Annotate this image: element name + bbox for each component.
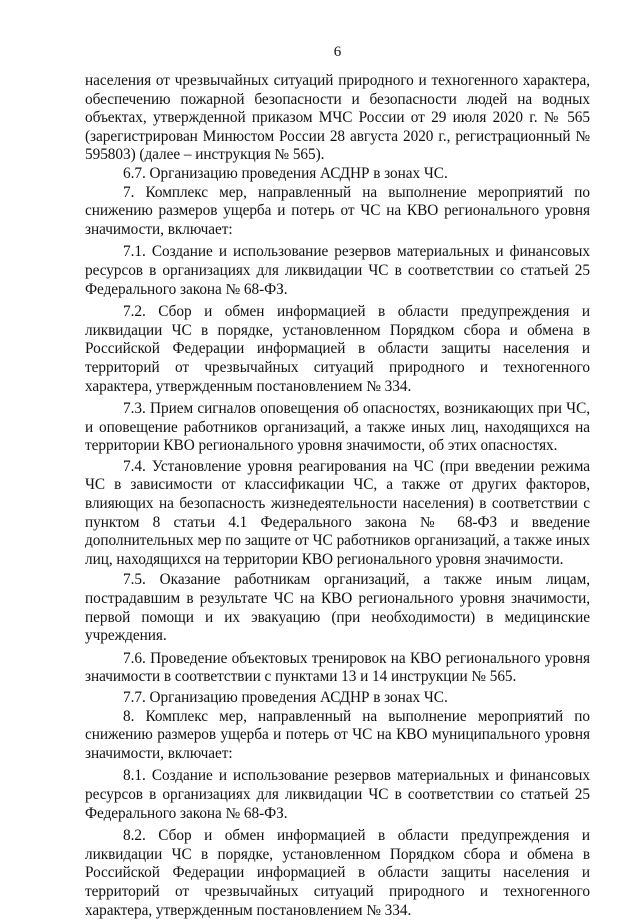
page-number: 6 <box>333 44 342 60</box>
paragraph-8: 8. Комплекс мер, направленный на выполнение мероприятий по снижению размеров ущерба и потерь от ЧС на КВО муниципального уровня значимости, включает: <box>85 707 590 762</box>
paragraph-continuation: населения от чрезвычайных ситуаций природного и техногенного характера, обеспечению пожарной безопасности и безопасности людей на водных объектах, утвержденной приказом МЧС России от 29 июля 2020 г. № 565 (зарегистрирован Минюстом России 28 августа 2020 г., регистрационный № 595803) (далее – инструкция № 565). <box>85 72 590 164</box>
paragraph-7-2: 7.2. Сбор и обмен информацией в области предупреждения и ликвидации ЧС в порядке, установленном Порядком сбора и обмена в Российской Федерации информацией в области защиты населения и территорий от чрезвычайных ситуаций природного и техногенного характера, утвержденным постановлением № 334. <box>85 303 590 395</box>
paragraph-7-7: 7.7. Организацию проведения АСДНР в зонах ЧС. <box>123 689 448 706</box>
paragraph-7-3: 7.3. Прием сигналов оповещения об опасностях, возникающих при ЧС, и оповещение работников организаций, а также иных лиц, находящихся на территории КВО регионального уровня значимости, об этих опасностях. <box>85 400 590 455</box>
paragraph-8-2: 8.2. Сбор и обмен информацией в области предупреждения и ликвидации ЧС в порядке, установленном Порядком сбора и обмена в Российской Федерации информацией в области защиты населения и территорий от чрезвычайных ситуаций природного и техногенного характера, утвержденным постановлением № 334. <box>85 827 590 919</box>
paragraph-7-5: 7.5. Оказание работникам организаций, а также иным лицам, пострадавшим в результате ЧС на КВО регионального уровня значимости, первой помощи и их эвакуацию (при необходимости) в медицинские учреждения. <box>85 571 590 645</box>
paragraph-7-1: 7.1. Создание и использование резервов материальных и финансовых ресурсов в организациях для ликвидации ЧС в соответствии со статьей 25 Федерального закона № 68-ФЗ. <box>85 243 590 298</box>
paragraph-8-1: 8.1. Создание и использование резервов материальных и финансовых ресурсов в организациях для ликвидации ЧС в соответствии со статьей 25 Федерального закона № 68-ФЗ. <box>85 767 590 822</box>
paragraph-7-6: 7.6. Проведение объектовых тренировок на КВО регионального уровня значимости в соответствии с пунктами 13 и 14 инструкции № 565. <box>85 649 590 686</box>
paragraph-6-7: 6.7. Организацию проведения АСДНР в зонах ЧС. <box>123 164 448 182</box>
paragraph-7-4: 7.4. Установление уровня реагирования на ЧС (при введении режима ЧС в зависимости от классификации ЧС, а также от других факторов, влияющих на безопасность жизнедеятельности населения) в соответствии с пунктом 8 статьи 4.1 Федерального закона № 68-ФЗ и введение дополнительных мер по защите от ЧС работников организаций, а также иных лиц, находящихся на территории КВО регионального уровня значимости. <box>85 457 590 568</box>
paragraph-7: 7. Комплекс мер, направленный на выполнение мероприятий по снижению размеров ущерба и потерь от ЧС на КВО регионального уровня значимости, включает: <box>85 183 590 238</box>
